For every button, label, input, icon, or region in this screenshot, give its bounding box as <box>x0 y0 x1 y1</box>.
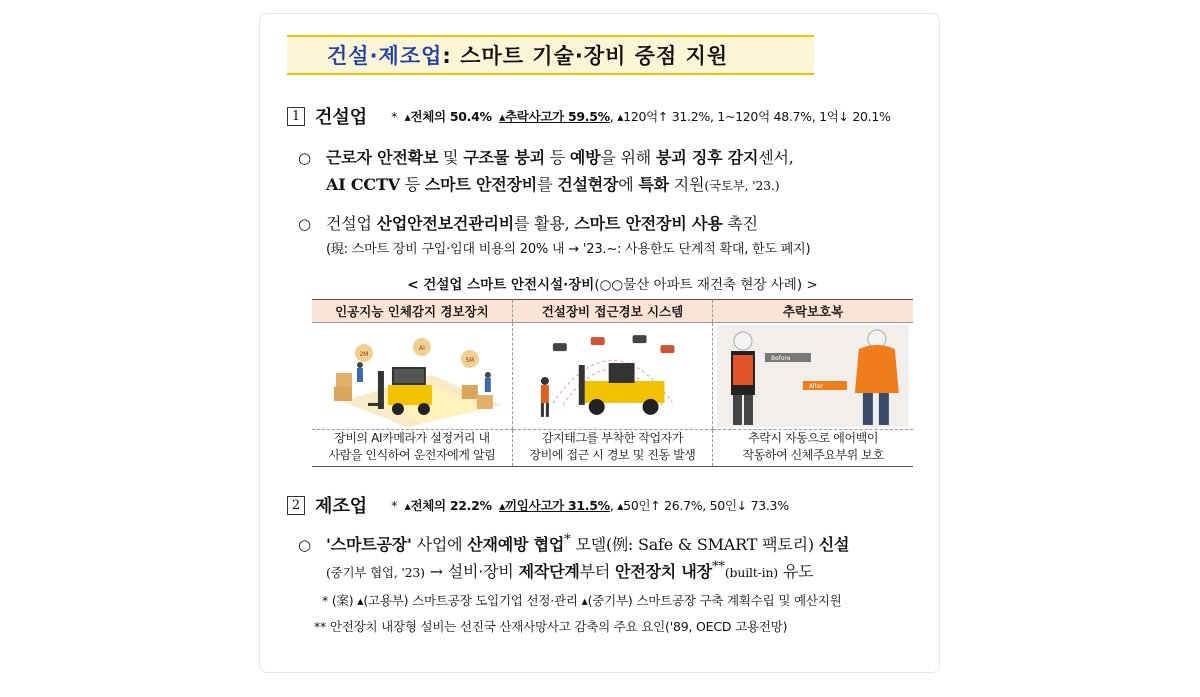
section-manufacturing-header <box>287 492 789 518</box>
cases-table <box>312 299 913 467</box>
after-label: After <box>809 382 824 390</box>
forklift-ai-illustration <box>312 323 512 429</box>
title-banner <box>287 35 814 75</box>
case-header: 인공지능 인체감지 경보장치 <box>312 300 512 323</box>
case-header: 건설장비 접근경보 시스템 <box>512 300 712 323</box>
section-construction-header <box>287 103 891 129</box>
tag-label: 5M <box>465 357 475 365</box>
before-label: Before <box>771 355 791 363</box>
section-title: 건설업 <box>315 107 368 128</box>
footnote-2: ** 안전장치 내장형 설비는 선진국 산재사망사고 감축의 주요 요인('89, OECD 고용전망) <box>314 619 788 634</box>
bullet-construction-2: ○ 건설업 산업안전보건관리비를 활용, 스마트 안전장비 사용 촉진 <box>298 214 758 233</box>
bullet-construction-1: ○ 근로자 안전확보 및 구조물 붕괴 등 예방을 위해 붕괴 징후 감지센서, <box>298 148 794 167</box>
airbag-vest-photo <box>713 323 913 429</box>
tag-label: AI <box>418 345 425 353</box>
case-image-proximity-alarm <box>512 323 712 430</box>
case-caption: 추락시 자동으로 에어백이 작동하여 신체주요부위 보호 <box>713 430 913 467</box>
case-image-airbag-vest <box>713 323 913 430</box>
section-stat-note: * ▴전체의 50.4% ▴추락사고가 59.5%, ▴120억↑ 31.2%, 1~120억 48.7%, 1억↓ 20.1% <box>391 109 891 124</box>
section-number: 1 <box>287 107 305 126</box>
proximity-alarm-illustration <box>513 323 712 429</box>
case-header: 추락보호복 <box>713 300 913 323</box>
bullet-manufacturing-1-cont: (중기부 협업, '23) → 설비·장비 제작단계부터 안전장치 내장**(built-in) 유도 <box>326 559 814 581</box>
bullet-manufacturing-1: ○ '스마트공장' 사업에 산재예방 협업* 모델(例: Safe & SMART 팩토리) 신설 <box>298 532 850 554</box>
case-image-ai-detection <box>312 323 512 430</box>
section-stat-note: * ▴전체의 22.2% ▴끼임사고가 31.5%, ▴50인↑ 26.7%, 50인↓ 73.3% <box>391 498 789 513</box>
cases-title: < 건설업 스마트 안전시설·장비(○○물산 아파트 재건축 현장 사례) > <box>407 277 818 293</box>
footnote-1: * (案) ▴(고용부) 스마트공장 도입기업 선정·관리 ▴(중기부) 스마트공장 구축 계획수립 및 예산지원 <box>322 593 842 608</box>
section-number: 2 <box>287 496 305 515</box>
tag-label: 2M <box>359 351 369 359</box>
case-caption: 장비의 AI카메라가 설정거리 내 사람을 인식하여 운전자에게 알림 <box>312 430 512 467</box>
case-caption: 감지태그를 부착한 작업자가 장비에 접근 시 경보 및 진동 발생 <box>512 430 712 467</box>
bullet-construction-2-sub: (現: 스마트 장비 구입·임대 비용의 20% 내 → '23.~: 사용한도 단계적 확대, 한도 폐지) <box>326 242 811 257</box>
section-title: 제조업 <box>315 496 368 517</box>
bullet-construction-1-cont: AI CCTV 등 스마트 안전장비를 건설현장에 특화 지원(국토부, '23.) <box>326 175 780 194</box>
page-title: 건설·제조업: 스마트 기술·장비 중점 지원 <box>327 44 729 68</box>
